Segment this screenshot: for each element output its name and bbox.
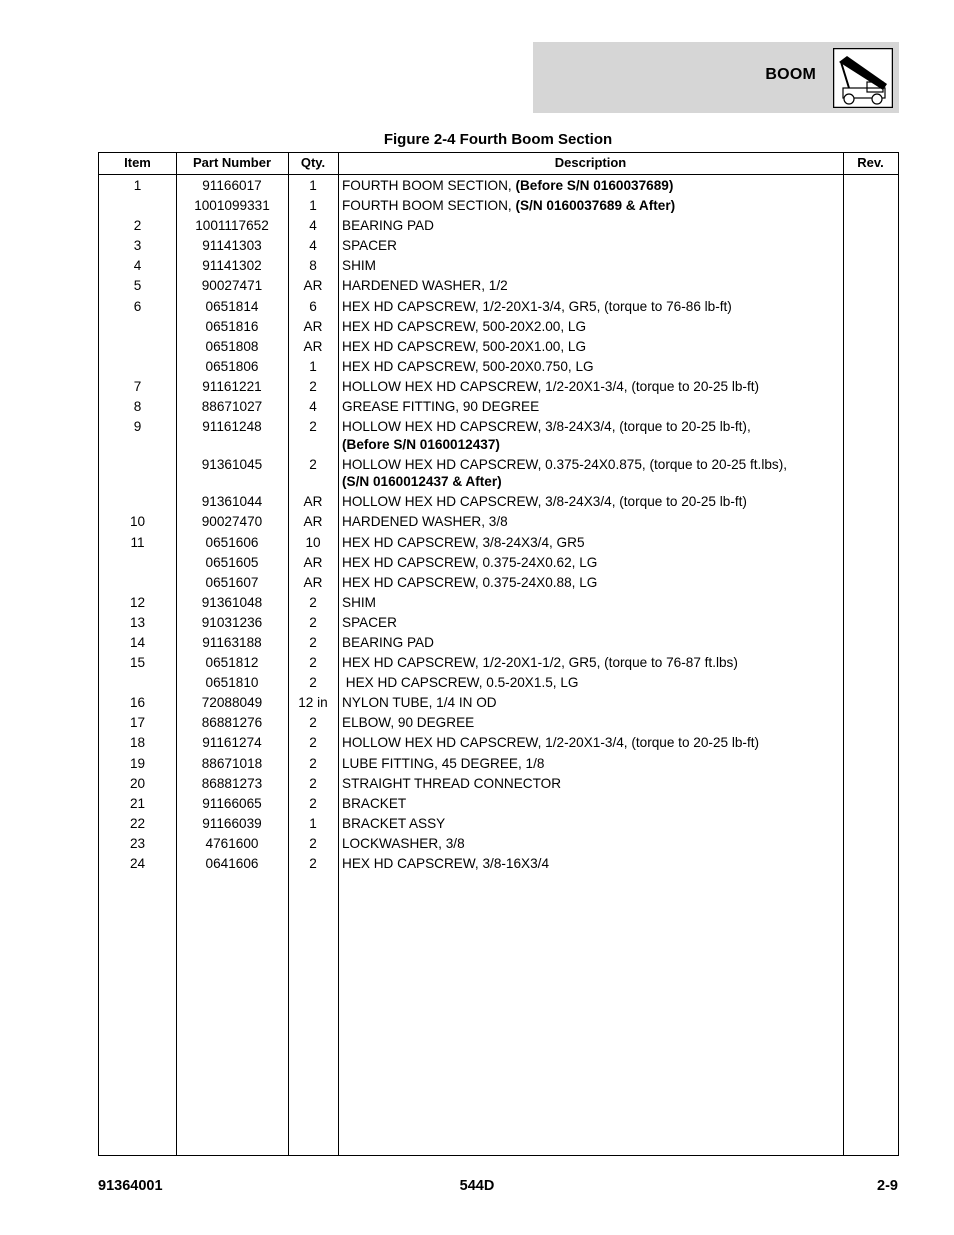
table-row (99, 793, 898, 813)
description-text: NYLON TUBE, 1/4 IN OD (342, 695, 497, 711)
quantity: 8 (309, 258, 317, 274)
description-text: FOURTH BOOM SECTION, (342, 198, 516, 214)
description-text: LOCKWASHER, 3/8 (342, 835, 465, 851)
description (342, 795, 842, 813)
quantity: 6 (309, 298, 317, 314)
item-number: 3 (133, 238, 142, 254)
description (342, 257, 842, 275)
table-row (99, 712, 898, 732)
header-description: Description (554, 155, 627, 170)
header-qty: Qty. (300, 155, 326, 170)
quantity: 2 (309, 735, 317, 751)
description (342, 217, 842, 235)
description-text: BEARING PAD (342, 218, 434, 234)
part-number: 0651606 (205, 534, 259, 550)
quantity: 4 (309, 238, 317, 254)
item-number: 7 (133, 378, 142, 394)
part-number: 91141303 (202, 238, 262, 254)
table-row (99, 454, 898, 492)
header-item: Item (124, 155, 151, 170)
section-header (533, 42, 899, 113)
header-rev: Rev. (857, 155, 884, 170)
part-number: 86881273 (201, 775, 263, 791)
table-row (99, 336, 898, 356)
part-number: 91031236 (201, 614, 263, 630)
description-text: HARDENED WASHER, 1/2 (342, 278, 508, 294)
item-number: 16 (129, 695, 146, 711)
quantity: AR (303, 494, 323, 510)
description (342, 378, 842, 396)
part-number: 72088049 (201, 695, 263, 711)
quantity: AR (303, 338, 323, 354)
parts-table (98, 152, 899, 1156)
part-number: 91161221 (202, 378, 262, 394)
part-number: 1001117652 (195, 218, 269, 234)
description-text: HEX HD CAPSCREW, 0.375-24X0.62, LG (342, 554, 598, 570)
quantity: 2 (309, 795, 317, 811)
quantity: AR (303, 514, 323, 530)
table-row (99, 753, 898, 773)
description (342, 835, 842, 853)
description-text: SPACER (342, 614, 397, 630)
table-row (99, 275, 898, 295)
description-text: HOLLOW HEX HD CAPSCREW, 3/8-24X3/4, (torque to 20-25 lb-ft), (342, 419, 751, 435)
description-text: LUBE FITTING, 45 DEGREE, 1/8 (342, 755, 545, 771)
quantity: 2 (309, 775, 317, 791)
part-number: 90027471 (201, 278, 263, 294)
quantity: 2 (309, 614, 317, 630)
item-number: 4 (133, 258, 142, 274)
part-number: 0651814 (205, 298, 259, 314)
table-row (99, 356, 898, 376)
description (342, 594, 842, 612)
item-number: 12 (129, 594, 146, 610)
description-text: HEX HD CAPSCREW, 500-20X0.750, LG (342, 358, 594, 374)
table-row (99, 833, 898, 853)
description-text: FOURTH BOOM SECTION, (342, 178, 516, 193)
quantity: AR (303, 554, 323, 570)
table-row (99, 491, 898, 511)
quantity: 4 (309, 399, 317, 415)
table-row (99, 592, 898, 612)
table-body (99, 175, 898, 873)
description (342, 338, 842, 356)
table-row (99, 376, 898, 396)
quantity: 1 (309, 358, 317, 374)
quantity: 1 (309, 198, 317, 214)
description (342, 654, 842, 672)
item-number: 6 (133, 298, 142, 314)
table-row (99, 652, 898, 672)
table-row (99, 632, 898, 652)
item-number: 13 (129, 614, 146, 630)
part-number: 91161248 (202, 419, 262, 435)
table-row (99, 672, 898, 692)
description-text: HEX HD CAPSCREW, 3/8-24X3/4, GR5 (342, 534, 585, 550)
item-number: 24 (129, 856, 146, 871)
description-text: ELBOW, 90 DEGREE (342, 715, 475, 731)
description (342, 734, 842, 752)
quantity: AR (303, 278, 323, 294)
description (342, 634, 842, 652)
description-text: BRACKET ASSY (342, 815, 446, 831)
description (342, 855, 842, 873)
description-text: HEX HD CAPSCREW, 3/8-16X3/4 (342, 856, 549, 871)
item-number: 20 (129, 775, 146, 791)
description-text: SHIM (342, 258, 376, 274)
part-number: 0651812 (205, 655, 259, 671)
table-row (99, 552, 898, 572)
description (342, 755, 842, 773)
quantity: 10 (305, 534, 321, 550)
quantity: 2 (309, 594, 317, 610)
table-row (99, 255, 898, 275)
part-number: 91161274 (202, 735, 262, 751)
table-row (99, 511, 898, 531)
table-row (99, 215, 898, 235)
description-text: HOLLOW HEX HD CAPSCREW, 3/8-24X3/4, (torque to 20-25 lb-ft) (342, 494, 747, 510)
description-text: SHIM (342, 594, 376, 610)
quantity: 2 (309, 456, 317, 472)
part-number: 0651810 (205, 675, 259, 691)
quantity: 2 (309, 675, 317, 691)
description-text: HOLLOW HEX HD CAPSCREW, 1/2-20X1-3/4, (torque to 20-25 lb-ft) (342, 378, 760, 394)
serial-note: (Before S/N 0160037689) (515, 178, 674, 193)
description (342, 277, 842, 295)
description (342, 493, 842, 511)
item-number: 15 (129, 655, 146, 671)
description-text: HEX HD CAPSCREW, 0.5-20X1.5, LG (342, 675, 579, 691)
item-number: 17 (129, 715, 146, 731)
figure-title: Figure 2-4 Fourth Boom Section (383, 131, 613, 148)
table-row (99, 612, 898, 632)
serial-note: (S/N 0160037689 & After) (515, 198, 676, 214)
description (342, 714, 842, 732)
item-number: 10 (129, 514, 146, 530)
serial-note: (S/N 0160012437 & After) (342, 474, 502, 490)
description (342, 456, 842, 491)
part-number: 0651806 (205, 358, 259, 374)
table-row (99, 316, 898, 336)
description (342, 513, 842, 531)
quantity: 2 (309, 755, 317, 771)
part-number: 0651607 (205, 574, 259, 590)
description-text: HEX HD CAPSCREW, 1/2-20X1-1/2, GR5, (torque to 76-87 ft.lbs) (342, 655, 738, 671)
item-number: 2 (133, 218, 142, 234)
description-text: HOLLOW HEX HD CAPSCREW, 0.375-24X0.875, (torque to 20-25 ft.lbs), (342, 456, 788, 472)
part-number: 0651816 (205, 318, 259, 334)
description-text: HEX HD CAPSCREW, 500-20X2.00, LG (342, 318, 587, 334)
item-number: 11 (130, 534, 145, 550)
item-number: 5 (133, 278, 142, 294)
quantity: 2 (309, 655, 317, 671)
table-header (99, 153, 898, 175)
quantity: 2 (309, 634, 317, 650)
doc-number: 91364001 (98, 1178, 163, 1194)
description (342, 614, 842, 632)
description-text: SPACER (342, 238, 397, 254)
description (342, 177, 842, 195)
table-row (99, 692, 898, 712)
part-number: 86881276 (201, 715, 263, 731)
quantity: AR (303, 574, 323, 590)
quantity: 12 in (298, 695, 328, 711)
item-number: 18 (129, 735, 146, 751)
part-number: 88671027 (201, 399, 263, 415)
table-row (99, 732, 898, 752)
section-title: BOOM (765, 66, 816, 83)
part-number: 4761600 (205, 835, 259, 851)
table-row (99, 396, 898, 416)
quantity: 4 (309, 218, 317, 234)
quantity: AR (303, 318, 323, 334)
table-row (99, 416, 898, 454)
description-text: HEX HD CAPSCREW, 500-20X1.00, LG (342, 338, 587, 354)
page-number: 2-9 (877, 1178, 898, 1194)
table-row (99, 813, 898, 833)
part-number: 91163188 (202, 634, 262, 650)
part-number: 0641606 (205, 856, 259, 871)
part-number: 1001099331 (194, 198, 270, 214)
boom-machine-icon (833, 48, 893, 108)
item-number: 8 (133, 399, 142, 415)
description (342, 237, 842, 255)
part-number: 91141302 (202, 258, 262, 274)
description (342, 554, 842, 572)
quantity: 2 (309, 856, 317, 871)
item-number: 23 (129, 835, 146, 851)
table-row (99, 853, 898, 873)
quantity: 2 (309, 715, 317, 731)
description-text: STRAIGHT THREAD CONNECTOR (342, 775, 562, 791)
table-row (99, 296, 898, 316)
description-text: BRACKET (342, 795, 407, 811)
description (342, 674, 842, 692)
part-number: 91361045 (201, 456, 263, 472)
description (342, 197, 842, 215)
quantity: 1 (309, 815, 317, 831)
serial-note: (Before S/N 0160012437) (342, 436, 500, 452)
item-number: 21 (129, 795, 146, 811)
item-number: 1 (133, 178, 142, 193)
part-number: 0651605 (205, 554, 259, 570)
table-row (99, 532, 898, 552)
part-number: 91361044 (201, 494, 263, 510)
part-number: 91166039 (202, 815, 262, 831)
item-number: 19 (129, 755, 146, 771)
item-number: 14 (129, 634, 146, 650)
quantity: 2 (309, 378, 317, 394)
item-number: 22 (129, 815, 146, 831)
header-part-number: Part Number (192, 155, 272, 170)
part-number: 0651808 (205, 338, 259, 354)
description-text: HOLLOW HEX HD CAPSCREW, 1/2-20X1-3/4, (torque to 20-25 lb-ft) (342, 735, 760, 751)
table-row (99, 572, 898, 592)
part-number: 91361048 (201, 594, 263, 610)
quantity: 2 (309, 835, 317, 851)
description (342, 418, 842, 453)
part-number: 90027470 (201, 514, 263, 530)
table-row (99, 773, 898, 793)
part-number: 91166065 (202, 795, 262, 811)
item-number: 9 (133, 419, 142, 435)
description (342, 398, 842, 416)
description-text: GREASE FITTING, 90 DEGREE (342, 399, 540, 415)
description (342, 694, 842, 712)
description (342, 534, 842, 552)
description (342, 318, 842, 336)
part-number: 91166017 (202, 178, 262, 193)
description-text: HEX HD CAPSCREW, 0.375-24X0.88, LG (342, 574, 598, 590)
description-text: HARDENED WASHER, 3/8 (342, 514, 508, 530)
description (342, 815, 842, 833)
description-text: HEX HD CAPSCREW, 1/2-20X1-3/4, GR5, (torque to 76-86 lb-ft) (342, 298, 732, 314)
description (342, 574, 842, 592)
part-number: 88671018 (201, 755, 263, 771)
quantity: 2 (309, 419, 317, 435)
table-row (99, 235, 898, 255)
table-row (99, 175, 898, 195)
quantity: 1 (309, 178, 317, 193)
table-row (99, 195, 898, 215)
description-text: BEARING PAD (342, 634, 434, 650)
description (342, 298, 842, 316)
description (342, 775, 842, 793)
model-name: 544D (459, 1178, 495, 1194)
description (342, 358, 842, 376)
